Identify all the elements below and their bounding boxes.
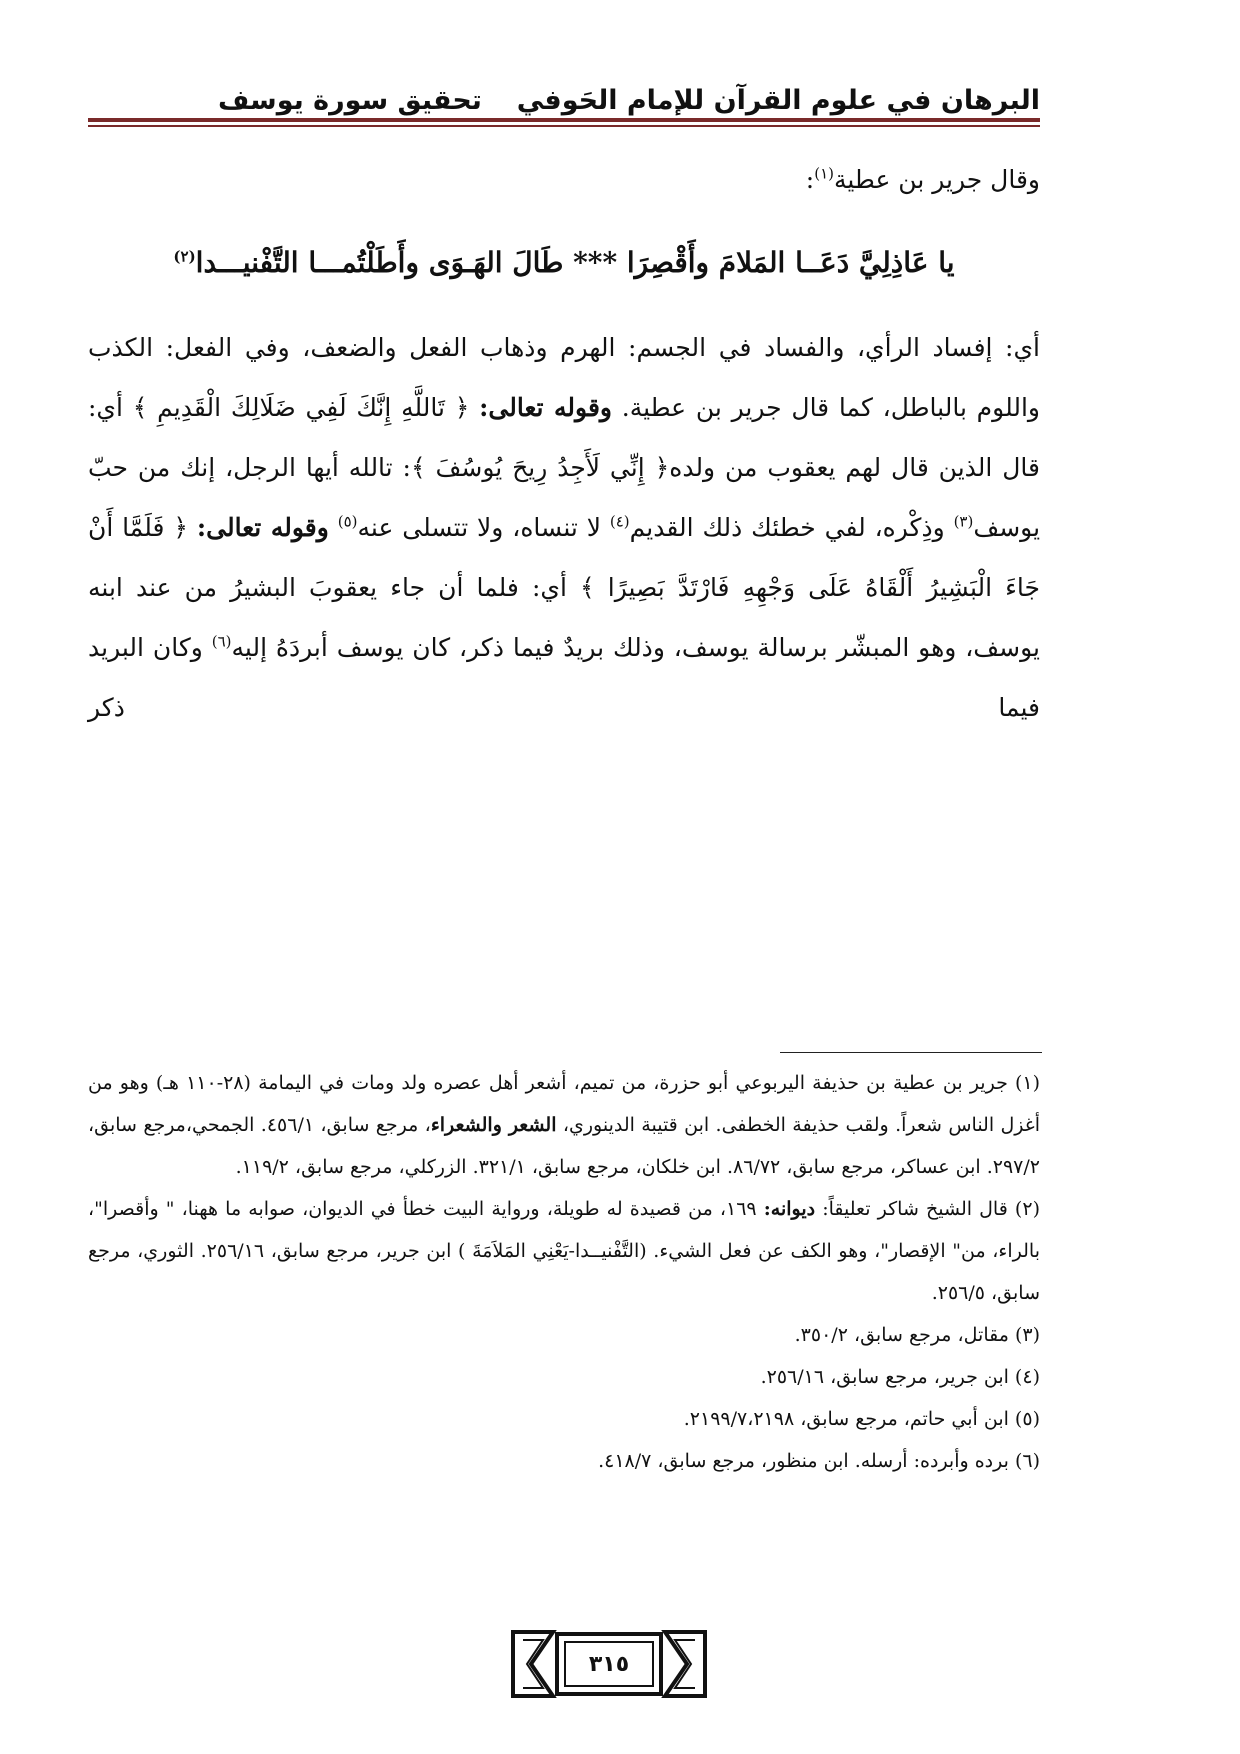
page-number: ٣١٥: [588, 1651, 630, 1677]
footnote-ref-3: (٣): [953, 512, 974, 531]
footnote-6: (٦) برده وأبرده: أرسله. ابن منظور، مرجع سابق، ٤١٨/٧.: [598, 1450, 1040, 1472]
intro-line: [88, 150, 1040, 210]
footnote-bold-title: الشعر والشعراء: [430, 1114, 557, 1136]
commentary-paragraph: [88, 318, 1040, 738]
footnote-separator: [780, 1052, 1042, 1053]
footnote-5: (٥) ابن أبي حاتم، مرجع سابق، ٢١٩٩/٧،٢١٩٨.: [683, 1408, 1040, 1430]
footnote-ref-1: (١): [814, 164, 834, 183]
footnote-text: ١٦٩، من قصيدة له طويلة، ورواية البيت خطأ في الديوان، صوابه ما ههنا، " وأقصرا"، بالراء، من" الإقصار"، وهو الكف عن فعل الشيء. (التَّفْنيــدا-يَعْنِي المَلاَمَةَ ) ابن جرير، مرجع سابق، ٢٥٦/١٦. الثوري، مرجع سابق، ٢٥٦/٥.: [88, 1198, 1040, 1304]
paragraph-text: : تالله أيها الرجل، إنك من حبّ يوسف: [88, 453, 1041, 542]
paragraph-text: أي: إفساد الرأي، والفساد في الجسم: الهرم وذهاب الفعل والضعف، وفي الفعل: الكذب واللوم بالباطل، كما قال جرير بن عطية.: [88, 333, 1040, 422]
paragraph-text: أي: فلما أن جاء يعقوبَ البشيرُ من عند ابنه يوسف، وهو المبشّر برسالة يوسف، وذلك بريدٌ فيما ذكر، كان يوسف أبردَهُ إليه: [88, 573, 1041, 662]
paragraph-text: وذِكْره، لفي خطئك ذلك القديم: [629, 513, 945, 542]
intro-text: وقال جرير بن عطية: [833, 165, 1040, 194]
footnote-bold-title: ديوانه:: [763, 1198, 816, 1220]
footnote-text: (١) جرير بن عطية بن حذيفة اليربوعي أبو حزرة، من تميم، أشعر أهل عصره ولد ومات في اليمامة (٢٨-١١٠ هـ) وهو من أغزل الناس شعراً. ولقب حذيفة الخطفى. ابن قتيبة الدينوري،: [88, 1072, 1041, 1136]
quran-quote: ﴿ فَلَمَّا أَنْ جَاءَ الْبَشِيرُ أَلْقَاهُ عَلَى وَجْهِهِ فَارْتَدَّ بَصِيرًا ﴾: [88, 513, 1040, 602]
footnote-4: (٤) ابن جرير، مرجع سابق، ٢٥٦/١٦.: [760, 1366, 1040, 1388]
footnote-ref-6: (٦): [211, 632, 232, 651]
bold-heading: وقوله تعالى:: [196, 513, 329, 542]
running-header: [88, 70, 1040, 116]
page-number-emblem: [509, 1628, 709, 1700]
footnotes: [88, 1062, 1040, 1482]
main-text: [88, 150, 1040, 738]
header-rule-thin: [88, 125, 1040, 127]
footnote-1: [88, 1062, 1040, 1188]
poetry-verse: [88, 238, 1040, 288]
footnote-3: (٣) مقاتل، مرجع سابق، ٣٥٠/٢.: [794, 1324, 1040, 1346]
footnote-ref-4: (٤): [609, 512, 630, 531]
intro-colon: :: [805, 165, 815, 194]
paragraph-text: أي: قال الذين قال لهم يعقوب من ولده: [88, 393, 1040, 482]
footnote-2: [88, 1188, 1040, 1314]
footnote-text: (٢) قال الشيخ شاكر تعليقاً:: [822, 1198, 1040, 1220]
paragraph-text: وكان البريد فيما ذكر: [88, 633, 1040, 722]
quran-quote: ﴿ إِنِّي لَأَجِدُ رِيحَ يُوسُفَ ﴾: [410, 453, 670, 482]
bold-heading: وقوله تعالى:: [479, 393, 612, 422]
book-title: البرهان في علوم القرآن للإمام الحَوفي: [516, 85, 1040, 116]
section-title: تحقيق سورة يوسف: [218, 85, 482, 116]
quran-quote: ﴿ تَاللَّهِ إِنَّكَ لَفِي ضَلَالِكَ الْقَدِيمِ ﴾: [132, 393, 470, 422]
footnote-text: ، مرجع سابق، ٤٥٦/١. الجمحي،مرجع سابق، ٢٩٧/٢. ابن عساكر، مرجع سابق، ٨٦/٧٢. ابن خلكان، مرجع سابق، ٣٢١/١. الزركلي، مرجع سابق، ١١٩/٢.: [88, 1114, 1040, 1178]
header-rule-thick: [88, 118, 1040, 122]
footnote-ref-2: (٢): [173, 247, 196, 266]
verse-text: يا عَاذِلِيَّ دَعَــا المَلامَ وأَقْصِرَا *** طَالَ الهَـوَى وأَطَلْتُمـــا التَّفْنيـــدا: [195, 246, 955, 279]
footnote-ref-5: (٥): [337, 512, 358, 531]
paragraph-text: لا تنساه، ولا تتسلى عنه: [357, 513, 601, 542]
header-divider: [88, 118, 1040, 127]
